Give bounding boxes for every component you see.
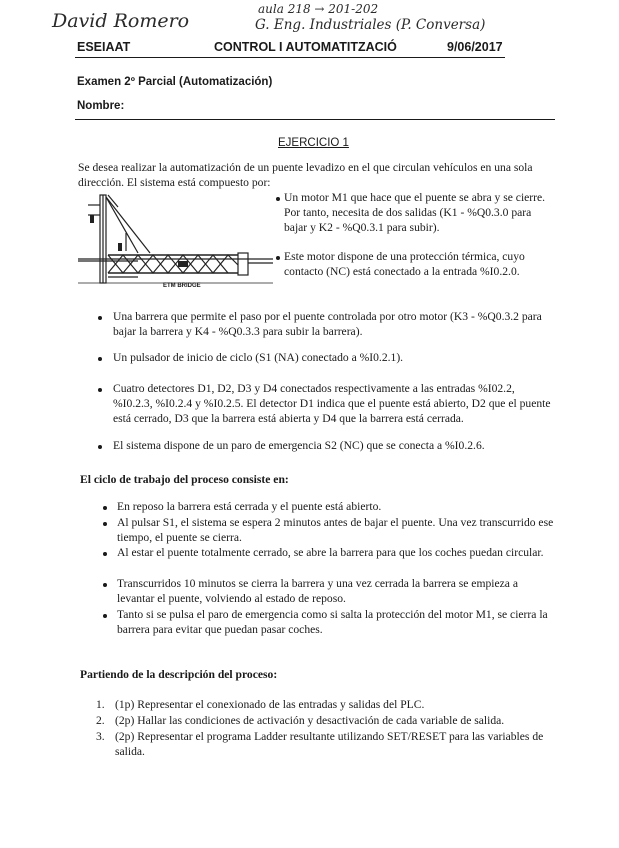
cycle-step-open-barrier: Al estar el puente totalmente cerrado, se abre la barrera para que los coches puedan circular. (117, 546, 544, 559)
header-rule (75, 57, 505, 58)
bullet-dot (98, 316, 102, 320)
bullet-dot (276, 197, 280, 201)
exam-title: Examen 2º Parcial (Automatización) (77, 76, 273, 88)
exercise-intro: Se desea realizar la automatización de un puente levadizo en el que circulan vehículos en una sola dirección. El sistema está compuesto por: (78, 161, 533, 189)
course-title: CONTROL I AUTOMATITZACIÓ (214, 40, 397, 54)
exam-date: 9/06/2017 (447, 40, 503, 54)
component-emergency-stop: El sistema dispone de un paro de emergencia S2 (NC) que se conecta a %I0.2.6. (113, 439, 485, 452)
task-item: (1p) Representar el conexionado de las entradas y salidas del PLC. (115, 698, 425, 711)
bridge-figure (78, 193, 273, 293)
task-number: 3. (96, 730, 105, 743)
cycle-step-emergency: Tanto si se pulsa el paro de emergencia como si salta la protección del motor M1, se cierra la barrera para evitar que puedan pasar coches. (117, 608, 548, 636)
task-number: 1. (96, 698, 105, 711)
name-label: Nombre: (77, 100, 125, 112)
component-thermal-protection: Este motor dispone de una protección térmica, cuyo contacto (NC) está conectado a la entrada %I0.2.0. (284, 250, 525, 278)
bullet-dot (276, 256, 280, 260)
cycle-step-start: Al pulsar S1, el sistema se espera 2 minutos antes de bajar el puente. Una vez transcurrido ese tiempo, el puente se cierra. (117, 516, 554, 544)
component-barrier: Una barrera que permite el paso por el puente controlada por otro motor (K3 - %Q0.3.2 para bajar la barrera y K4 - %Q0.3.3 para subir la barrera). (113, 310, 542, 338)
school-name: ESEIAAT (77, 40, 131, 54)
bullet-dot (103, 506, 107, 510)
degree-note-handwriting: G. Eng. Industriales (P. Conversa) (255, 17, 486, 33)
cycle-step-close-barrier: Transcurridos 10 minutos se cierra la barrera y una vez cerrada la barrera se empieza a levantar el puente, volviendo al estado de reposo. (117, 577, 518, 605)
bridge-caption: ETM BRIDGE (163, 283, 201, 289)
tasks-heading: Partiendo de la descripción del proceso: (80, 668, 278, 681)
student-name-handwriting: David Romero (52, 10, 190, 32)
task-item: (2p) Hallar las condiciones de activación y desactivación de cada variable de salida. (115, 714, 505, 727)
component-start-button: Un pulsador de inicio de ciclo (S1 (NA) conectado a %I0.2.1). (113, 351, 404, 364)
bullet-dot (98, 388, 102, 392)
bullet-dot (98, 357, 102, 361)
bullet-dot (98, 445, 102, 449)
cycle-heading: El ciclo de trabajo del proceso consiste en: (80, 473, 289, 486)
drawbridge-illustration (78, 193, 273, 293)
bullet-dot (103, 522, 107, 526)
classroom-note-handwriting: aula 218 → 201-202 (258, 2, 379, 16)
name-rule (75, 119, 555, 120)
bullet-dot (103, 614, 107, 618)
cycle-step-rest: En reposo la barrera está cerrada y el puente está abierto. (117, 500, 382, 513)
component-motor-m1: Un motor M1 que hace que el puente se abra y se cierre. Por tanto, necesita de dos salidas (K1 - %Q0.3.0 para bajar y K2 - %Q0.3.1 para subir). (284, 191, 546, 234)
bullet-dot (103, 583, 107, 587)
component-detectors: Cuatro detectores D1, D2, D3 y D4 conectados respectivamente a las entradas %I02.2, %I0.2.3, %I0.2.4 y %I0.2.5. El detector D1 indica que el puente está abierto, D2 que el puente está cerrado, D3 que la barrera está abierta y D4 que la barrera está cerrada. (113, 382, 551, 425)
task-number: 2. (96, 714, 105, 727)
task-item: (2p) Representar el programa Ladder resultante utilizando SET/RESET para las variables de salida. (115, 730, 544, 758)
exercise-title: EJERCICIO 1 (278, 137, 349, 149)
bullet-dot (103, 552, 107, 556)
